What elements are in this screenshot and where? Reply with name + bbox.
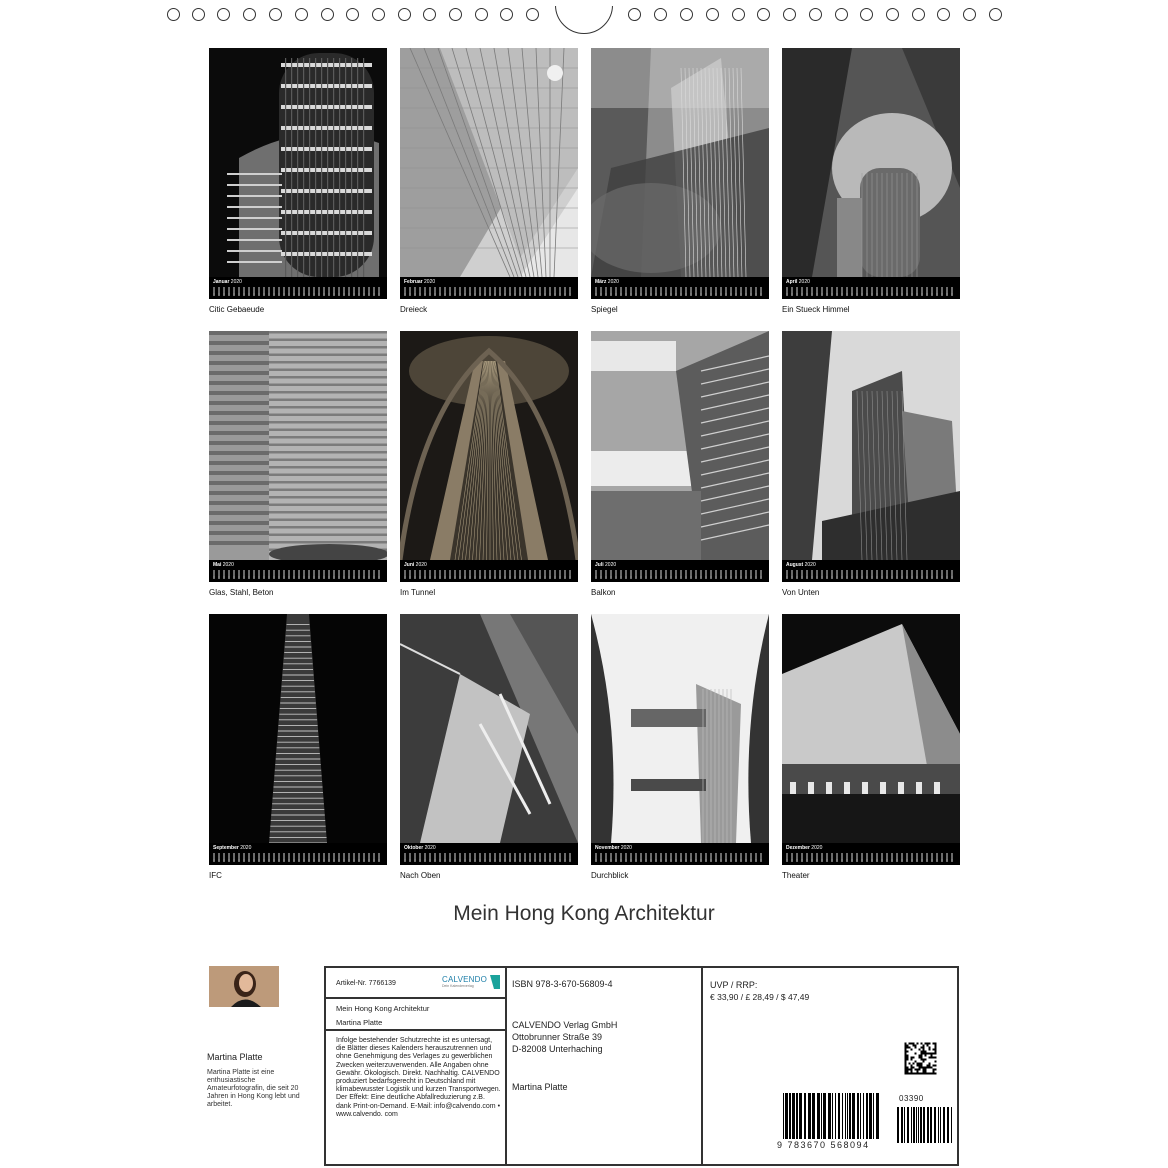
price-label: UVP / RRP: bbox=[710, 980, 758, 990]
binding-ring bbox=[167, 8, 180, 21]
barcode-number: 9 783670 568094 bbox=[777, 1140, 870, 1150]
info-column-3 bbox=[703, 968, 957, 1164]
price-values: € 33,90 / £ 28,49 / $ 47,49 bbox=[710, 992, 810, 1002]
month-caption: Spiegel bbox=[591, 305, 618, 314]
binding-ring bbox=[192, 8, 205, 21]
month-calendar-strip bbox=[782, 560, 960, 582]
month-tile bbox=[209, 614, 387, 881]
binding-ring bbox=[732, 8, 745, 21]
info-column-1 bbox=[326, 968, 507, 1164]
product-author: Martina Platte bbox=[336, 1018, 383, 1027]
month-calendar-strip bbox=[209, 843, 387, 865]
month-caption: Im Tunnel bbox=[400, 588, 436, 597]
month-label: Oktober 2020 bbox=[404, 845, 436, 851]
month-photo bbox=[782, 48, 960, 277]
month-tile bbox=[782, 331, 960, 598]
binding-ring bbox=[912, 8, 925, 21]
binding-ring bbox=[295, 8, 308, 21]
info-column-2 bbox=[507, 968, 703, 1164]
month-tile bbox=[400, 48, 578, 315]
month-label: Dezember 2020 bbox=[786, 845, 823, 851]
datamatrix-code-icon bbox=[904, 1042, 937, 1075]
binding-ring bbox=[937, 8, 950, 21]
month-label: April 2020 bbox=[786, 279, 810, 285]
binding-ring bbox=[680, 8, 693, 21]
month-photo bbox=[591, 331, 769, 560]
month-label: Mai 2020 bbox=[213, 562, 234, 568]
binding-ring bbox=[628, 8, 641, 21]
calvendo-logo: CALVENDO Dein Kalenderverlag bbox=[442, 975, 502, 991]
binding-ring bbox=[654, 8, 667, 21]
month-caption: Citic Gebaeude bbox=[209, 305, 265, 314]
month-calendar-strip bbox=[782, 277, 960, 299]
month-calendar-strip bbox=[400, 843, 578, 865]
binding-ring bbox=[706, 8, 719, 21]
month-calendar-strip bbox=[400, 560, 578, 582]
month-caption: Dreieck bbox=[400, 305, 428, 314]
binding-ring bbox=[475, 8, 488, 21]
month-label: Juli 2020 bbox=[595, 562, 617, 568]
month-photo bbox=[591, 614, 769, 843]
month-photo bbox=[400, 48, 578, 277]
binding-ring bbox=[321, 8, 334, 21]
product-title: Mein Hong Kong Architektur bbox=[336, 1004, 430, 1013]
publisher-address: CALVENDO Verlag GmbH Ottobrunner Straße 39 D-82008 Unterhaching bbox=[512, 1020, 618, 1054]
binding-ring bbox=[886, 8, 899, 21]
month-photo bbox=[209, 331, 387, 560]
month-calendar-strip bbox=[591, 843, 769, 865]
barcode-icon bbox=[783, 1093, 955, 1145]
month-label: Januar 2020 bbox=[213, 279, 242, 285]
month-label: März 2020 bbox=[595, 279, 619, 285]
month-calendar-strip bbox=[400, 277, 578, 299]
month-tile bbox=[782, 48, 960, 315]
month-tile bbox=[591, 614, 769, 881]
month-caption: Balkon bbox=[591, 588, 616, 597]
month-photo bbox=[209, 48, 387, 277]
calendar-title: Mein Hong Kong Architektur bbox=[453, 902, 715, 925]
month-tile bbox=[782, 614, 960, 881]
month-caption: Theater bbox=[782, 871, 810, 880]
month-calendar-strip bbox=[591, 277, 769, 299]
article-number: Artikel-Nr. 7766139 bbox=[336, 980, 396, 987]
product-info-box bbox=[324, 966, 959, 1166]
binding-ring bbox=[757, 8, 770, 21]
month-tile bbox=[591, 48, 769, 315]
binding-ring bbox=[217, 8, 230, 21]
month-calendar-strip bbox=[782, 843, 960, 865]
binding-ring bbox=[372, 8, 385, 21]
month-caption: Nach Oben bbox=[400, 871, 441, 880]
author-bio: Martina Platte ist eine enthusiastische Amateurfotografin, die seit 20 Jahren in Hong Kong lebt und arbeitet. bbox=[207, 1069, 300, 1108]
month-photo bbox=[209, 614, 387, 843]
publisher-author: Martina Platte bbox=[512, 1082, 568, 1092]
month-tile bbox=[591, 331, 769, 598]
month-tile bbox=[209, 48, 387, 315]
binding-rings bbox=[0, 6, 1168, 28]
author-name: Martina Platte bbox=[207, 1052, 263, 1062]
month-label: Juni 2020 bbox=[404, 562, 427, 568]
binding-ring bbox=[963, 8, 976, 21]
binding-ring bbox=[269, 8, 282, 21]
month-calendar-strip bbox=[209, 277, 387, 299]
month-tile bbox=[400, 331, 578, 598]
month-calendar-strip bbox=[591, 560, 769, 582]
month-tile bbox=[209, 331, 387, 598]
month-caption: Von Unten bbox=[782, 588, 820, 597]
month-photo bbox=[400, 331, 578, 560]
month-label: September 2020 bbox=[213, 845, 252, 851]
month-photo bbox=[782, 614, 960, 843]
binding-ring bbox=[835, 8, 848, 21]
barcode-addon: 03390 bbox=[899, 1094, 924, 1103]
month-photo bbox=[400, 614, 578, 843]
month-caption: Glas, Stahl, Beton bbox=[209, 588, 274, 597]
binding-ring bbox=[398, 8, 411, 21]
month-caption: IFC bbox=[209, 871, 222, 880]
binding-ring bbox=[526, 8, 539, 21]
binding-ring bbox=[243, 8, 256, 21]
month-label: August 2020 bbox=[786, 562, 816, 568]
binding-ring bbox=[423, 8, 436, 21]
month-caption: Durchblick bbox=[591, 871, 629, 880]
binding-ring bbox=[860, 8, 873, 21]
month-label: Februar 2020 bbox=[404, 279, 436, 285]
binding-ring bbox=[449, 8, 462, 21]
month-caption: Ein Stueck Himmel bbox=[782, 305, 850, 314]
month-photo bbox=[591, 48, 769, 277]
author-photo bbox=[209, 966, 279, 1007]
month-calendar-strip bbox=[209, 560, 387, 582]
binding-ring bbox=[783, 8, 796, 21]
isbn: ISBN 978-3-670-56809-4 bbox=[512, 979, 613, 989]
month-label: November 2020 bbox=[595, 845, 632, 851]
binding-ring bbox=[989, 8, 1002, 21]
binding-ring bbox=[500, 8, 513, 21]
month-photo bbox=[782, 331, 960, 560]
binding-ring bbox=[346, 8, 359, 21]
binding-ring bbox=[809, 8, 822, 21]
month-tile bbox=[400, 614, 578, 881]
legal-text: Infolge bestehender Schutzrechte ist es untersagt, die Blätter dieses Kalenders herauszutrennen und ohne Genehmigung des Verlages zu gewerblichen Zwecken weiterzuverwenden. Alle Angaben ohne Gewähr. Ökologisch. Direkt. Nachhaltig. CALVENDO produziert bedarfsgerecht in Deutschland mit klimabewusster Logistik und kurzen Transportwegen. Der Effekt: Eine deutliche Abfallreduzierung z.B. dank Print-on-Demand. E-Mail: info@calvendo.com • www.calvendo. com bbox=[336, 1037, 501, 1118]
